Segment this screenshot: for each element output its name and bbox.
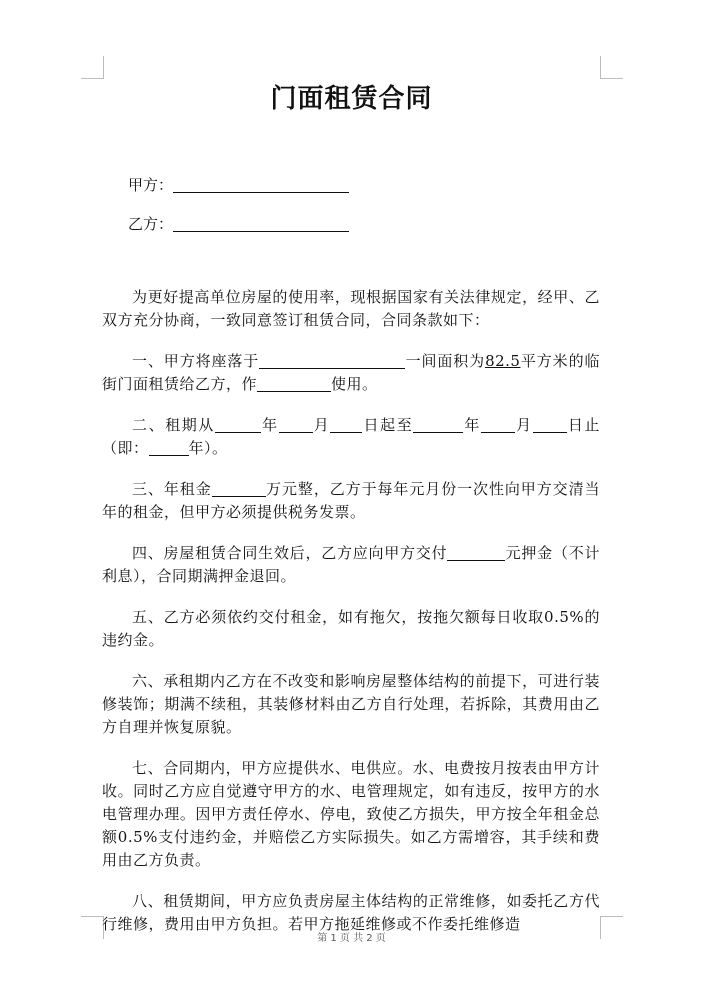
party-b-label: 乙方： xyxy=(128,215,174,233)
start-month-blank[interactable] xyxy=(279,416,313,433)
party-a-label: 甲方： xyxy=(128,176,174,194)
clause-3: 三、年租金 万元整，乙方于每年元月份一次性向甲方交清当年的租金，但甲方必须提供税务发票。 xyxy=(102,480,600,521)
clause-7: 七、合同期内，甲方应提供水、电供应。水、电费按月按表由甲方计收。同时乙方应自觉遵守甲方的水、电管理规定，如有违反，按甲方的水电管理办理。因甲方责任停水、停电，致使乙方损失，甲方按全年租金总额0.5%支付违约金，并赔偿乙方实际损失。如乙方需增容，其手续和费用由乙方负责。 xyxy=(102,759,600,869)
end-month-blank[interactable] xyxy=(481,416,515,433)
area-value: 82.5 xyxy=(485,352,521,370)
clause-4: 四、房屋租赁合同生效后，乙方应向甲方交付 元押金（不计利息），合同期满押金退回。 xyxy=(102,544,600,585)
deposit-blank[interactable] xyxy=(447,544,505,561)
end-year-blank[interactable] xyxy=(413,416,463,433)
party-b-blank[interactable] xyxy=(173,216,349,232)
party-a-blank[interactable] xyxy=(173,177,349,193)
location-blank[interactable] xyxy=(259,352,405,369)
clause-1: 一、甲方将座落于 一间面积为82.5平方米的临街门面租赁给乙方，作 使用。 xyxy=(102,352,600,393)
annual-rent-blank[interactable] xyxy=(212,480,266,497)
clause-5: 五、乙方必须依约交付租金，如有拖欠，按拖欠额每日收取0.5%的违约金。 xyxy=(102,608,600,649)
preamble: 为更好提高单位房屋的使用率，现根据国家有关法律规定，经甲、乙双方充分协商，一致同意签订租赁合同，合同条款如下： xyxy=(102,288,600,329)
end-day-blank[interactable] xyxy=(533,416,567,433)
party-b-line xyxy=(128,213,349,234)
crop-mark-top-right xyxy=(600,56,623,79)
usage-blank[interactable] xyxy=(257,375,331,392)
start-day-blank[interactable] xyxy=(330,416,362,433)
party-a-line xyxy=(128,174,349,195)
document-title: 门面租赁合同 xyxy=(270,84,433,114)
page-number-footer: 第 1 页 共 2 页 xyxy=(317,933,386,944)
contract-body xyxy=(102,286,600,954)
start-year-blank[interactable] xyxy=(215,416,261,433)
crop-mark-top-left xyxy=(81,56,104,79)
term-years-blank[interactable] xyxy=(149,439,189,456)
clause-2: 二、租期从 年 月 日起至 年 月 日止（即： 年）。 xyxy=(102,416,600,457)
clause-8: 八、租赁期间，甲方应负责房屋主体结构的正常维修，如委托乙方代行维修，费用由甲方负担。若甲方拖延维修或不作委托维修造 xyxy=(102,892,600,933)
clause-6: 六、承租期内乙方在不改变和影响房屋整体结构的前提下，可进行装修装饰；期满不续租，其装修材料由乙方自行处理，若拆除，其费用由乙方自理并恢复原貌。 xyxy=(102,672,600,736)
